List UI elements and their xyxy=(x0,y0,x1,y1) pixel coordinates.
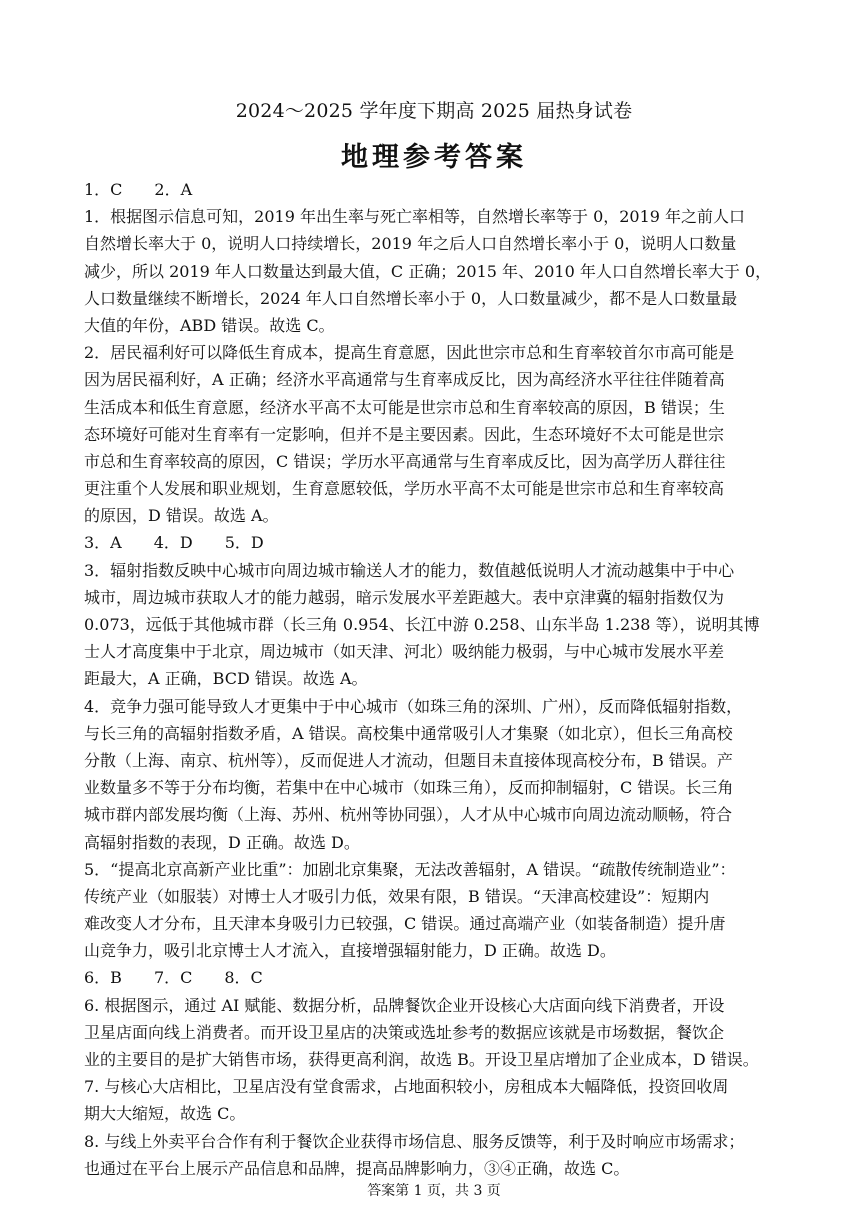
answer-line: 高辐射指数的表现，D 正确。故选 D。 xyxy=(84,832,360,852)
answer-line: 的原因，D 错误。故选 A。 xyxy=(84,506,279,526)
answer-line: 也通过在平台上展示产品信息和品牌，提高品牌影响力，③④正确，故选 C。 xyxy=(84,1158,630,1178)
page-footer: 答案第 1 页，共 3 页 xyxy=(367,1183,501,1199)
answer-line: 2．居民福利好可以降低生育成本，提高生育意愿，因此世宗市总和生育率较首尔市高可能是 xyxy=(84,343,735,363)
answer-line: 业数量多不等于分布均衡，若集中在中心城市（如珠三角），反而抑制辐射，C 错误。长三角 xyxy=(84,778,734,798)
answer-line: 生活成本和低生育意愿，经济水平高不太可能是世宗市总和生育率较高的原因，B 错误；生 xyxy=(84,397,725,417)
answer-line: 期大大缩短，故选 C。 xyxy=(84,1104,246,1124)
answer-line: 人口数量继续不断增长，2024 年人口自然增长率小于 0，人口数量减少，都不是人口数量最 xyxy=(84,288,738,308)
answer-line: 分散（上海、南京、杭州等），反而促进人才流动，但题目未直接体现高校分布，B 错误。产 xyxy=(84,750,733,770)
answer-line: 1．C 2．A xyxy=(84,180,193,199)
answer-line: 8. 与线上外卖平台合作有利于餐饮企业获得市场信息、服务反馈等，利于及时响应市场需求； xyxy=(84,1131,745,1151)
answer-body xyxy=(84,176,792,1182)
answer-line: 士人才高度集中于北京，周边城市（如天津、河北）吸纳能力极弱，与中心城市发展水平差 xyxy=(84,642,725,662)
exam-title: 2024～2025 学年度下期高 2025 届热身试卷 xyxy=(235,100,633,122)
answer-line: 态环境好可能对生育率有一定影响，但并不是主要因素。因此，生态环境好不太可能是世宗 xyxy=(84,424,725,444)
document-title: 地理参考答案 xyxy=(341,142,527,173)
answer-line: 因为居民福利好，A 正确；经济水平高通常与生育率成反比，因为高经济水平往往伴随着高 xyxy=(84,370,725,390)
answer-line: 与长三角的高辐射指数矛盾，A 错误。高校集中通常吸引人才集聚（如北京），但长三角高校 xyxy=(84,723,733,743)
answer-line: 6．B 7．C 8．C xyxy=(84,968,263,988)
answer-line: 山竞争力，吸引北京博士人才流入，直接增强辐射能力，D 正确。故选 D。 xyxy=(84,941,616,961)
answer-line: 减少，所以 2019 年人口数量达到最大值，C 正确；2015 年、2010 年人口自然增长率大于 0， xyxy=(84,261,772,281)
answer-line: 1．根据图示信息可知，2019 年出生率与死亡率相等，自然增长率等于 0，2019 年之前人口 xyxy=(84,207,746,227)
answer-line: 0.073，远低于其他城市群（长三角 0.954、长江中游 0.258、山东半岛 1.238 等），说明其博 xyxy=(84,615,760,634)
answer-line: 更注重个人发展和职业规划，生育意愿较低，学历水平高不太可能是世宗市总和生育率较高 xyxy=(84,479,725,499)
answer-line: 大值的年份，ABD 错误。故选 C。 xyxy=(84,315,335,335)
answer-line: 5．“提高北京高新产业比重”：加剧北京集聚，无法改善辐射，A 错误。“疏散传统制造业”： xyxy=(84,859,736,879)
answer-line: 3．辐射指数反映中心城市向周边城市输送人才的能力，数值越低说明人才流动越集中于中心 xyxy=(84,560,735,580)
answer-line: 距最大，A 正确，BCD 错误。故选 A。 xyxy=(84,669,368,689)
answer-line: 6. 根据图示，通过 AI 赋能、数据分析，品牌餐饮企业开设核心大店面向线下消费者，开设 xyxy=(84,995,725,1015)
answer-line: 业的主要目的是扩大销售市场，获得更高利润，故选 B。开设卫星店增加了企业成本，D 错误。 xyxy=(84,1050,759,1069)
answer-line: 7. 与核心大店相比，卫星店没有堂食需求，占地面积较小，房租成本大幅降低，投资回收周 xyxy=(84,1077,729,1097)
answer-line: 自然增长率大于 0，说明人口持续增长，2019 年之后人口自然增长率小于 0，说明人口数量 xyxy=(84,234,737,254)
answer-line: 卫星店面向线上消费者。而开设卫星店的决策或选址参考的数据应该就是市场数据，餐饮企 xyxy=(84,1022,725,1042)
answer-line: 城市群内部发展均衡（上海、苏州、杭州等协同强），人才从中心城市向周边流动顺畅，符合 xyxy=(84,805,733,825)
answer-line: 3．A 4．D 5．D xyxy=(84,533,264,553)
answer-line: 4．竞争力强可能导致人才更集中于中心城市（如珠三角的深圳、广州），反而降低辐射指数， xyxy=(84,696,743,716)
answer-line: 市总和生育率较高的原因，C 错误；学历水平高通常与生育率成反比，因为高学历人群往往 xyxy=(84,451,726,471)
answer-line: 难改变人才分布，且天津本身吸引力已较强，C 错误。通过高端产业（如装备制造）提升唐 xyxy=(84,914,726,934)
answer-line: 城市，周边城市获取人才的能力越弱，暗示发展水平差距越大。表中京津冀的辐射指数仅为 xyxy=(84,587,725,607)
answer-line: 传统产业（如服装）对博士人才吸引力低，效果有限，B 错误。“天津高校建设”：短期内 xyxy=(84,886,710,906)
